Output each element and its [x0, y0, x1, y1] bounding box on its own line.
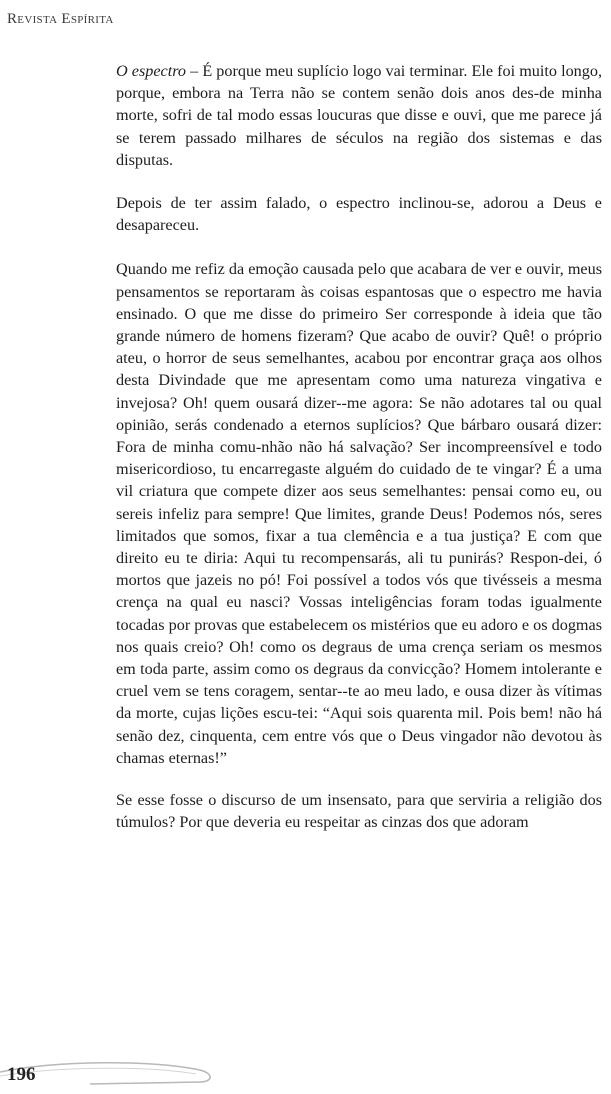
paragraph-text: – É porque meu suplício logo vai terminar. Ele foi muito longo, porque, embora na Terra não se contem senão dois anos des-de minha morte, sofri de tal modo essas loucuras que disse e ouvi, que me parece já se terem passado milhares de séculos na região dos sistemas e das disputas. [116, 62, 602, 169]
paragraph: Depois de ter assim falado, o espectro inclinou-se, adorou a Deus e desapareceu. [116, 194, 602, 235]
paragraph: Se esse fosse o discurso de um insensato, para que serviria a religião dos túmulos? Por que deveria eu respeitar as cinzas dos que adoram [116, 791, 602, 832]
page-number: 196 [7, 1064, 36, 1085]
running-head: Revista Espírita [7, 11, 114, 27]
paragraph: Quando me refiz da emoção causada pelo que acabara de ver e ouvir, meus pensamentos se reportaram às coisas espantosas que o espectro me havia ensinado. O que me disse do primeiro Ser corresponde à ideia que tão grande número de homens fizeram? Que acabo de ouvir? Quê! o próprio ateu, o horror de seus semelhantes, acabou por encontrar graça aos olhos desta Divindade que me apresentam como uma natureza vingativa e invejosa? Oh! quem ousará dizer--me agora: Se não adotares tal ou qual opinião, serás condenado a eternos suplícios? Que bárbaro ousará dizer: Fora de minha comu-nhão não há salvação? Ser incompreensível e todo misericordioso, tu encarregaste alguém do cuidado de te vingar? É a uma vil criatura que compete dizer aos seus semelhantes: pensai como eu, ou sereis infeliz para sempre! Que limites, grande Deus! Podemos nós, seres limitados que somos, fixar a tua clemência e a tua justiça? E com que direito eu te diria: Aqui tu recompensarás, ali tu punirás? Respon-dei, ó mortos que jazeis no pó! Foi possível a todos vós que tivésseis a mesma crença na qual eu nasci? Vossas inteligências foram todas igualmente tocadas por provas que estabelecem os mistérios que eu adoro e os dogmas nos quais creio? Oh! como os degraus de uma crença seriam os mesmos em toda parte, assim como os degraus da convicção? Homem intolerante e cruel vem se tens coragem, sentar--te ao meu lado, e ousa dizer às vítimas da morte, cujas lições escu-tei: “Aqui sois quarenta mil. Pois bem! não há senão dez, cinquenta, cem entre vós que o Deus vingador não devotou às chamas eternas!” [116, 260, 602, 767]
text-body [116, 60, 602, 856]
speaker-label: O espectro [116, 62, 187, 80]
paragraph [116, 60, 602, 171]
